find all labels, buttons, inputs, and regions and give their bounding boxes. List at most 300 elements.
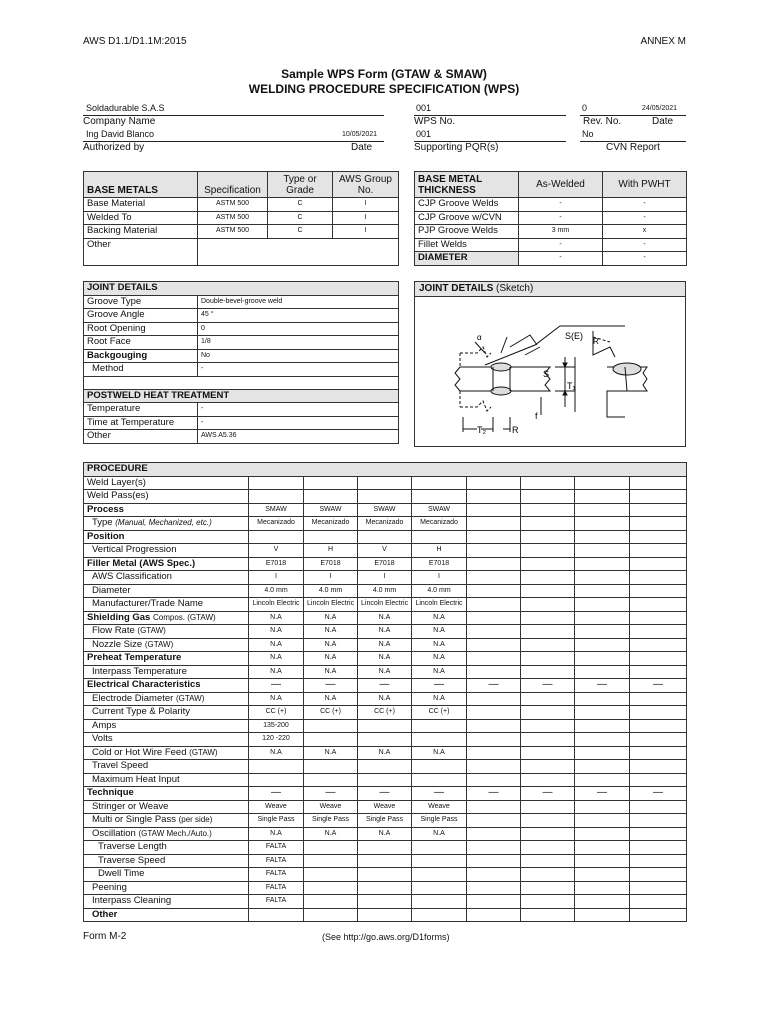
procedure-cell[interactable] [630,598,687,612]
procedure-cell[interactable]: — [467,679,521,693]
procedure-cell[interactable]: Mecanizado [304,517,358,531]
procedure-cell[interactable]: N.A [358,611,412,625]
temperature-value[interactable]: - [198,403,399,417]
procedure-cell[interactable] [249,773,304,787]
procedure-cell[interactable]: Weave [249,800,304,814]
procedure-cell[interactable]: FALTA [249,854,304,868]
procedure-cell[interactable] [630,800,687,814]
procedure-cell[interactable] [304,733,358,747]
root-face-value[interactable]: 1/8 [198,336,399,350]
procedure-cell[interactable] [358,719,412,733]
cell-value[interactable]: - [519,198,603,212]
procedure-cell[interactable]: N.A [249,611,304,625]
procedure-cell[interactable]: 135-200 [249,719,304,733]
procedure-cell[interactable] [358,773,412,787]
procedure-cell[interactable] [467,665,521,679]
cell-value[interactable]: - [603,252,687,266]
procedure-cell[interactable] [521,530,575,544]
procedure-cell[interactable]: CC (+) [249,706,304,720]
procedure-cell[interactable]: — [249,787,304,801]
procedure-cell[interactable] [521,841,575,855]
cell-value[interactable]: ASTM 500 [198,225,268,239]
procedure-cell[interactable]: V [358,544,412,558]
procedure-cell[interactable]: N.A [412,652,467,666]
procedure-cell[interactable] [358,760,412,774]
procedure-cell[interactable]: — [630,787,687,801]
procedure-cell[interactable] [521,827,575,841]
procedure-cell[interactable]: 4.0 mm [304,584,358,598]
procedure-cell[interactable]: 120 -220 [249,733,304,747]
procedure-cell[interactable]: — [467,787,521,801]
procedure-cell[interactable] [412,476,467,490]
procedure-cell[interactable]: 4.0 mm [412,584,467,598]
procedure-cell[interactable] [467,652,521,666]
procedure-cell[interactable] [358,881,412,895]
procedure-cell[interactable] [575,827,630,841]
procedure-cell[interactable] [521,557,575,571]
procedure-cell[interactable]: Lincoln Electric [304,598,358,612]
procedure-cell[interactable] [521,625,575,639]
procedure-cell[interactable] [575,800,630,814]
procedure-cell[interactable] [575,503,630,517]
procedure-cell[interactable]: N.A [358,625,412,639]
procedure-cell[interactable] [575,638,630,652]
procedure-cell[interactable]: — [412,787,467,801]
procedure-cell[interactable]: N.A [304,652,358,666]
procedure-cell[interactable] [467,881,521,895]
procedure-cell[interactable] [630,625,687,639]
procedure-cell[interactable] [630,760,687,774]
procedure-cell[interactable] [412,868,467,882]
procedure-cell[interactable] [358,490,412,504]
procedure-cell[interactable] [467,773,521,787]
procedure-cell[interactable] [467,557,521,571]
procedure-cell[interactable] [467,544,521,558]
procedure-cell[interactable] [304,530,358,544]
procedure-cell[interactable] [521,584,575,598]
procedure-cell[interactable] [630,652,687,666]
procedure-cell[interactable] [521,503,575,517]
procedure-cell[interactable]: Weave [304,800,358,814]
procedure-cell[interactable] [304,908,358,922]
procedure-cell[interactable] [467,800,521,814]
procedure-cell[interactable]: 4.0 mm [358,584,412,598]
procedure-cell[interactable]: N.A [249,746,304,760]
procedure-cell[interactable] [521,571,575,585]
procedure-cell[interactable]: I [249,571,304,585]
procedure-cell[interactable] [521,800,575,814]
procedure-cell[interactable] [575,773,630,787]
procedure-cell[interactable] [575,652,630,666]
procedure-cell[interactable] [630,827,687,841]
procedure-cell[interactable] [521,895,575,909]
procedure-cell[interactable]: N.A [412,665,467,679]
procedure-cell[interactable] [521,706,575,720]
cell-value[interactable]: I [333,198,399,212]
procedure-cell[interactable]: I [412,571,467,585]
procedure-cell[interactable] [630,854,687,868]
procedure-cell[interactable] [467,868,521,882]
procedure-cell[interactable]: N.A [358,638,412,652]
procedure-cell[interactable]: I [358,571,412,585]
procedure-cell[interactable] [467,841,521,855]
procedure-cell[interactable] [575,544,630,558]
procedure-cell[interactable] [467,746,521,760]
revision-date-value[interactable]: 24/05/2021 [642,105,678,112]
procedure-cell[interactable] [630,530,687,544]
procedure-cell[interactable] [467,503,521,517]
groove-angle-value[interactable]: 45 ° [198,309,399,323]
procedure-cell[interactable] [630,638,687,652]
procedure-cell[interactable] [521,868,575,882]
procedure-cell[interactable]: N.A [412,611,467,625]
procedure-cell[interactable] [575,692,630,706]
procedure-cell[interactable] [521,746,575,760]
procedure-cell[interactable]: H [304,544,358,558]
procedure-cell[interactable]: Lincoln Electric [249,598,304,612]
procedure-cell[interactable]: N.A [249,665,304,679]
procedure-cell[interactable]: SWAW [412,503,467,517]
procedure-cell[interactable] [412,908,467,922]
procedure-cell[interactable]: Single Pass [249,814,304,828]
procedure-cell[interactable] [575,733,630,747]
procedure-cell[interactable]: Mecanizado [358,517,412,531]
other-value[interactable] [198,238,399,265]
supporting-pqr-value[interactable]: 001 [416,129,432,139]
authorized-date-value[interactable]: 10/05/2021 [342,131,378,138]
procedure-cell[interactable] [575,854,630,868]
procedure-cell[interactable] [467,908,521,922]
procedure-cell[interactable] [521,517,575,531]
procedure-cell[interactable]: 4.0 mm [249,584,304,598]
authorized-by-value[interactable]: Ing David Blanco [86,129,155,139]
revision-number-value[interactable]: 0 [582,103,588,113]
cell-value[interactable]: ASTM 500 [198,198,268,212]
procedure-cell[interactable] [521,692,575,706]
cell-value[interactable]: C [268,225,333,239]
procedure-cell[interactable]: N.A [304,611,358,625]
procedure-cell[interactable]: N.A [304,665,358,679]
procedure-cell[interactable]: SWAW [304,503,358,517]
procedure-cell[interactable]: — [412,679,467,693]
procedure-cell[interactable] [521,733,575,747]
procedure-cell[interactable] [575,557,630,571]
procedure-cell[interactable] [249,530,304,544]
procedure-cell[interactable]: — [304,787,358,801]
procedure-cell[interactable] [249,476,304,490]
procedure-cell[interactable]: N.A [358,827,412,841]
procedure-cell[interactable]: N.A [249,827,304,841]
procedure-cell[interactable] [521,665,575,679]
procedure-cell[interactable]: FALTA [249,868,304,882]
procedure-cell[interactable] [630,665,687,679]
procedure-cell[interactable]: N.A [304,746,358,760]
procedure-cell[interactable] [630,490,687,504]
procedure-cell[interactable] [304,895,358,909]
procedure-cell[interactable] [630,868,687,882]
procedure-cell[interactable]: E7018 [304,557,358,571]
procedure-cell[interactable] [467,625,521,639]
cell-value[interactable]: C [268,211,333,225]
procedure-cell[interactable] [521,760,575,774]
procedure-cell[interactable]: Single Pass [412,814,467,828]
procedure-cell[interactable] [575,665,630,679]
procedure-cell[interactable] [412,719,467,733]
procedure-cell[interactable] [575,584,630,598]
procedure-cell[interactable] [467,692,521,706]
procedure-cell[interactable]: Single Pass [304,814,358,828]
procedure-cell[interactable] [358,908,412,922]
procedure-cell[interactable] [412,733,467,747]
procedure-cell[interactable] [358,895,412,909]
procedure-cell[interactable]: N.A [358,652,412,666]
procedure-cell[interactable] [630,719,687,733]
procedure-cell[interactable] [575,895,630,909]
procedure-cell[interactable] [630,611,687,625]
procedure-cell[interactable]: — [249,679,304,693]
procedure-cell[interactable]: Mecanizado [412,517,467,531]
cell-value[interactable]: - [519,238,603,252]
procedure-cell[interactable] [630,544,687,558]
procedure-cell[interactable] [467,598,521,612]
procedure-cell[interactable]: SMAW [249,503,304,517]
procedure-cell[interactable] [521,638,575,652]
pwht-other-value[interactable]: AWS A5.36 [198,430,399,444]
procedure-cell[interactable] [575,746,630,760]
procedure-cell[interactable] [467,760,521,774]
procedure-cell[interactable] [575,517,630,531]
procedure-cell[interactable]: E7018 [249,557,304,571]
procedure-cell[interactable] [521,490,575,504]
procedure-cell[interactable]: E7018 [412,557,467,571]
procedure-cell[interactable]: N.A [412,625,467,639]
procedure-cell[interactable] [630,773,687,787]
procedure-cell[interactable] [412,895,467,909]
procedure-cell[interactable] [249,908,304,922]
backgouging-value[interactable]: No [198,349,399,363]
procedure-cell[interactable] [575,881,630,895]
procedure-cell[interactable]: N.A [304,692,358,706]
procedure-cell[interactable] [575,868,630,882]
procedure-cell[interactable] [521,881,575,895]
procedure-cell[interactable] [575,760,630,774]
procedure-cell[interactable] [304,773,358,787]
procedure-cell[interactable] [304,476,358,490]
company-name-value[interactable]: Soldadurable S.A.S [86,103,165,113]
procedure-cell[interactable]: SWAW [358,503,412,517]
procedure-cell[interactable] [467,827,521,841]
procedure-cell[interactable] [467,706,521,720]
procedure-cell[interactable] [358,854,412,868]
procedure-cell[interactable]: Mecanizado [249,517,304,531]
forms-link[interactable]: (See http://go.aws.org/D1forms) [322,932,450,942]
cell-value[interactable]: ASTM 500 [198,211,268,225]
procedure-cell[interactable] [467,571,521,585]
root-opening-value[interactable]: 0 [198,322,399,336]
procedure-cell[interactable] [467,584,521,598]
procedure-cell[interactable] [467,530,521,544]
procedure-cell[interactable]: Weave [412,800,467,814]
procedure-cell[interactable] [304,881,358,895]
procedure-cell[interactable] [630,733,687,747]
groove-type-value[interactable]: Double-bevel-groove weld [198,295,399,309]
procedure-cell[interactable] [412,881,467,895]
wps-number-value[interactable]: 001 [416,103,432,113]
procedure-cell[interactable] [630,895,687,909]
procedure-cell[interactable] [630,814,687,828]
procedure-cell[interactable] [467,638,521,652]
procedure-cell[interactable] [630,746,687,760]
cell-value[interactable]: - [603,198,687,212]
procedure-cell[interactable]: V [249,544,304,558]
cvn-report-value[interactable]: No [582,129,594,139]
procedure-cell[interactable] [467,719,521,733]
procedure-cell[interactable]: N.A [358,692,412,706]
procedure-cell[interactable] [630,706,687,720]
procedure-cell[interactable] [467,814,521,828]
procedure-cell[interactable]: N.A [304,827,358,841]
cell-value[interactable]: I [333,211,399,225]
procedure-cell[interactable] [521,773,575,787]
cell-value[interactable]: - [603,238,687,252]
procedure-cell[interactable]: FALTA [249,841,304,855]
procedure-cell[interactable] [575,625,630,639]
procedure-cell[interactable]: N.A [249,625,304,639]
procedure-cell[interactable] [304,719,358,733]
procedure-cell[interactable] [575,841,630,855]
procedure-cell[interactable] [575,490,630,504]
procedure-cell[interactable]: N.A [358,746,412,760]
procedure-cell[interactable] [630,476,687,490]
procedure-cell[interactable] [630,584,687,598]
cell-value[interactable]: x [603,225,687,239]
procedure-cell[interactable]: — [630,679,687,693]
procedure-cell[interactable]: N.A [412,827,467,841]
procedure-cell[interactable] [575,571,630,585]
procedure-cell[interactable] [630,571,687,585]
procedure-cell[interactable] [521,854,575,868]
procedure-cell[interactable] [412,773,467,787]
procedure-cell[interactable]: N.A [412,746,467,760]
procedure-cell[interactable] [630,908,687,922]
procedure-cell[interactable] [467,490,521,504]
procedure-cell[interactable] [249,490,304,504]
procedure-cell[interactable] [630,517,687,531]
procedure-cell[interactable]: FALTA [249,895,304,909]
procedure-cell[interactable] [630,841,687,855]
procedure-cell[interactable]: CC (+) [304,706,358,720]
procedure-cell[interactable] [467,854,521,868]
procedure-cell[interactable] [575,598,630,612]
procedure-cell[interactable]: N.A [358,665,412,679]
procedure-cell[interactable] [304,868,358,882]
procedure-cell[interactable]: CC (+) [412,706,467,720]
procedure-cell[interactable] [521,908,575,922]
procedure-cell[interactable]: N.A [412,692,467,706]
procedure-cell[interactable] [304,854,358,868]
procedure-cell[interactable] [575,814,630,828]
procedure-cell[interactable] [630,557,687,571]
procedure-cell[interactable] [467,611,521,625]
procedure-cell[interactable] [575,706,630,720]
procedure-cell[interactable] [304,490,358,504]
procedure-cell[interactable] [249,760,304,774]
procedure-cell[interactable] [358,841,412,855]
procedure-cell[interactable]: N.A [249,638,304,652]
procedure-cell[interactable] [467,476,521,490]
procedure-cell[interactable] [521,652,575,666]
procedure-cell[interactable]: — [358,787,412,801]
procedure-cell[interactable]: N.A [249,652,304,666]
procedure-cell[interactable] [575,530,630,544]
procedure-cell[interactable]: Lincoln Electric [358,598,412,612]
time-at-temperature-value[interactable]: - [198,416,399,430]
procedure-cell[interactable]: Single Pass [358,814,412,828]
procedure-cell[interactable] [521,719,575,733]
procedure-cell[interactable] [412,841,467,855]
procedure-cell[interactable]: — [521,679,575,693]
procedure-cell[interactable] [521,611,575,625]
procedure-cell[interactable] [358,530,412,544]
method-value[interactable]: - [198,363,399,377]
procedure-cell[interactable] [630,692,687,706]
cell-value[interactable]: 3 mm [519,225,603,239]
procedure-cell[interactable]: I [304,571,358,585]
procedure-cell[interactable]: E7018 [358,557,412,571]
procedure-cell[interactable] [412,490,467,504]
procedure-cell[interactable]: Lincoln Electric [412,598,467,612]
cell-value[interactable]: C [268,198,333,212]
procedure-cell[interactable] [358,476,412,490]
procedure-cell[interactable]: — [358,679,412,693]
procedure-cell[interactable] [358,733,412,747]
procedure-cell[interactable] [521,476,575,490]
procedure-cell[interactable]: — [304,679,358,693]
procedure-cell[interactable] [630,503,687,517]
procedure-cell[interactable]: — [575,787,630,801]
procedure-cell[interactable]: — [521,787,575,801]
procedure-cell[interactable] [575,611,630,625]
procedure-cell[interactable]: N.A [304,625,358,639]
procedure-cell[interactable]: H [412,544,467,558]
procedure-cell[interactable] [412,854,467,868]
procedure-cell[interactable]: N.A [304,638,358,652]
procedure-cell[interactable] [467,895,521,909]
procedure-cell[interactable]: CC (+) [358,706,412,720]
procedure-cell[interactable] [358,868,412,882]
procedure-cell[interactable] [521,814,575,828]
procedure-cell[interactable]: N.A [249,692,304,706]
procedure-cell[interactable] [630,881,687,895]
procedure-cell[interactable] [521,544,575,558]
cell-value[interactable]: - [603,211,687,225]
procedure-cell[interactable] [467,517,521,531]
procedure-cell[interactable] [575,476,630,490]
procedure-cell[interactable]: N.A [412,638,467,652]
cell-value[interactable]: I [333,225,399,239]
procedure-cell[interactable] [521,598,575,612]
procedure-cell[interactable] [304,841,358,855]
procedure-cell[interactable]: FALTA [249,881,304,895]
procedure-cell[interactable] [412,760,467,774]
procedure-cell[interactable]: Weave [358,800,412,814]
procedure-cell[interactable] [467,733,521,747]
procedure-cell[interactable] [575,719,630,733]
procedure-cell[interactable] [575,908,630,922]
cell-value[interactable]: - [519,252,603,266]
procedure-cell[interactable] [412,530,467,544]
procedure-cell[interactable]: — [575,679,630,693]
